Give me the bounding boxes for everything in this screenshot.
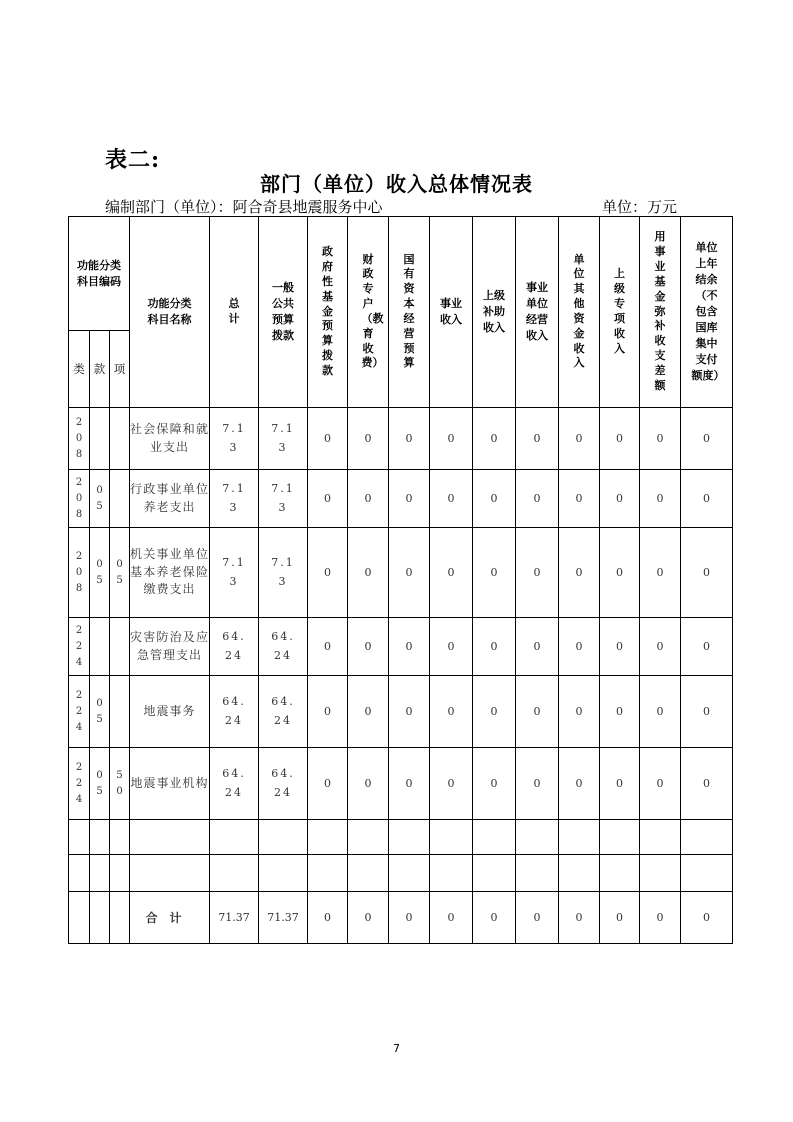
table-row (69, 528, 733, 618)
cell-kuan: 05 (90, 748, 110, 820)
header-operating-income: 事业单位经营收入 (516, 217, 559, 408)
cell-other-income: 0 (559, 470, 600, 528)
cell-carryover: 0 (681, 470, 733, 528)
cell-lei: 208 (69, 470, 90, 528)
cell-state-capital: 0 (389, 676, 430, 748)
total-superior-special: 0 (600, 892, 640, 944)
cell-gov-fund: 0 (308, 470, 348, 528)
cell-operating-income: 0 (516, 470, 559, 528)
total-carryover: 0 (681, 892, 733, 944)
cell-name: 地震事务 (130, 676, 210, 748)
cell-state-capital: 0 (389, 528, 430, 618)
cell-fiscal-special: 0 (348, 470, 389, 528)
total-superior-subsidy: 0 (473, 892, 516, 944)
cell-superior-subsidy: 0 (473, 528, 516, 618)
total-label: 合计 (130, 892, 210, 944)
empty-row (69, 855, 733, 892)
org-line (105, 196, 383, 217)
table-row (69, 408, 733, 470)
page-title: 部门（单位）收入总体情况表 (260, 172, 533, 196)
cell-xiang (110, 618, 130, 676)
total-operating-income: 0 (516, 892, 559, 944)
cell-fiscal-special: 0 (348, 528, 389, 618)
cell-gov-fund: 0 (308, 528, 348, 618)
total-business-income: 0 (430, 892, 473, 944)
cell-fund-makeup: 0 (640, 408, 681, 470)
cell-xiang: 50 (110, 748, 130, 820)
cell-xiang (110, 676, 130, 748)
cell-name: 行政事业单位养老支出 (130, 470, 210, 528)
income-table (68, 216, 733, 944)
header-superior-subsidy: 上级补助收入 (473, 217, 516, 408)
cell-other-income: 0 (559, 618, 600, 676)
total-total: 71.37 (210, 892, 259, 944)
cell-xiang (110, 470, 130, 528)
unit-label: 单位：万元 (602, 198, 678, 216)
total-state-capital: 0 (389, 892, 430, 944)
cell-superior-special: 0 (600, 618, 640, 676)
cell-superior-special: 0 (600, 408, 640, 470)
cell-superior-special: 0 (600, 676, 640, 748)
cell-state-capital: 0 (389, 470, 430, 528)
page-number: 7 (393, 1042, 400, 1055)
cell-superior-subsidy: 0 (473, 748, 516, 820)
cell-superior-subsidy: 0 (473, 618, 516, 676)
cell-kuan: 05 (90, 470, 110, 528)
cell-xiang (110, 408, 130, 470)
total-fund-makeup: 0 (640, 892, 681, 944)
cell-state-capital: 0 (389, 408, 430, 470)
total-row (69, 892, 733, 944)
cell-fiscal-special: 0 (348, 408, 389, 470)
cell-kuan: 05 (90, 528, 110, 618)
cell-general: 7.13 (259, 408, 308, 470)
cell-superior-subsidy: 0 (473, 470, 516, 528)
header-xiang: 项 (110, 331, 130, 408)
cell-general: 64.24 (259, 676, 308, 748)
cell-general: 64.24 (259, 748, 308, 820)
cell-carryover: 0 (681, 528, 733, 618)
cell-carryover: 0 (681, 676, 733, 748)
org-prefix: 编制部门（单位）： (105, 198, 233, 216)
cell-carryover: 0 (681, 408, 733, 470)
cell-total: 64.24 (210, 748, 259, 820)
cell-gov-fund: 0 (308, 748, 348, 820)
total-fiscal-special: 0 (348, 892, 389, 944)
header-superior-special: 上级专项收入 (600, 217, 640, 408)
cell-lei: 224 (69, 748, 90, 820)
cell-name: 社会保障和就业支出 (130, 408, 210, 470)
cell-kuan (90, 618, 110, 676)
cell-total: 7.13 (210, 470, 259, 528)
cell-total: 64.24 (210, 676, 259, 748)
cell-superior-special: 0 (600, 470, 640, 528)
cell-fiscal-special: 0 (348, 618, 389, 676)
cell-total: 7.13 (210, 528, 259, 618)
header-other-income: 单位其他资金收入 (559, 217, 600, 408)
total-other-income: 0 (559, 892, 600, 944)
cell-gov-fund: 0 (308, 618, 348, 676)
header-lei: 类 (69, 331, 90, 408)
table-row (69, 470, 733, 528)
cell-fiscal-special: 0 (348, 748, 389, 820)
cell-fund-makeup: 0 (640, 748, 681, 820)
org-name: 阿合奇县地震服务中心 (232, 198, 383, 216)
cell-fiscal-special: 0 (348, 676, 389, 748)
cell-carryover: 0 (681, 748, 733, 820)
cell-other-income: 0 (559, 676, 600, 748)
cell-operating-income: 0 (516, 618, 559, 676)
cell-lei: 208 (69, 528, 90, 618)
cell-superior-subsidy: 0 (473, 408, 516, 470)
cell-superior-special: 0 (600, 748, 640, 820)
cell-business-income: 0 (430, 528, 473, 618)
cell-business-income: 0 (430, 618, 473, 676)
header-func-code: 功能分类科目编码 (69, 217, 130, 331)
header-fund-makeup: 用事业基金弥补收支差额 (640, 217, 681, 408)
cell-gov-fund: 0 (308, 676, 348, 748)
cell-kuan (90, 408, 110, 470)
cell-state-capital: 0 (389, 618, 430, 676)
total-general: 71.37 (259, 892, 308, 944)
cell-operating-income: 0 (516, 748, 559, 820)
cell-total: 64.24 (210, 618, 259, 676)
cell-superior-subsidy: 0 (473, 676, 516, 748)
table-row (69, 748, 733, 820)
header-kuan: 款 (90, 331, 110, 408)
cell-lei: 208 (69, 408, 90, 470)
table-row (69, 676, 733, 748)
cell-business-income: 0 (430, 408, 473, 470)
cell-kuan: 05 (90, 676, 110, 748)
header-business-income: 事业收入 (430, 217, 473, 408)
empty-row (69, 820, 733, 855)
cell-total: 7.13 (210, 408, 259, 470)
cell-lei: 224 (69, 618, 90, 676)
cell-superior-special: 0 (600, 528, 640, 618)
cell-fund-makeup: 0 (640, 618, 681, 676)
cell-other-income: 0 (559, 528, 600, 618)
cell-general: 64.24 (259, 618, 308, 676)
table-row (69, 618, 733, 676)
header-total: 总计 (210, 217, 259, 408)
header-gov-fund: 政府性基金预算拨款 (308, 217, 348, 408)
cell-carryover: 0 (681, 618, 733, 676)
cell-xiang: 05 (110, 528, 130, 618)
cell-general: 7.13 (259, 528, 308, 618)
cell-name: 机关事业单位基本养老保险缴费支出 (130, 528, 210, 618)
cell-name: 灾害防治及应急管理支出 (130, 618, 210, 676)
cell-name: 地震事业机构 (130, 748, 210, 820)
cell-business-income: 0 (430, 676, 473, 748)
cell-fund-makeup: 0 (640, 470, 681, 528)
cell-gov-fund: 0 (308, 408, 348, 470)
cell-business-income: 0 (430, 470, 473, 528)
table-label: 表二: (105, 147, 161, 173)
cell-operating-income: 0 (516, 528, 559, 618)
cell-business-income: 0 (430, 748, 473, 820)
cell-other-income: 0 (559, 748, 600, 820)
header-func-name: 功能分类科目名称 (130, 217, 210, 408)
cell-fund-makeup: 0 (640, 528, 681, 618)
cell-general: 7.13 (259, 470, 308, 528)
cell-fund-makeup: 0 (640, 676, 681, 748)
header-state-capital: 国有资本经营预算 (389, 217, 430, 408)
cell-operating-income: 0 (516, 676, 559, 748)
header-fiscal-special: 财政专户（教育收费） (348, 217, 389, 408)
total-gov-fund: 0 (308, 892, 348, 944)
cell-lei: 224 (69, 676, 90, 748)
cell-other-income: 0 (559, 408, 600, 470)
cell-state-capital: 0 (389, 748, 430, 820)
header-carryover: 单位上年结余（不包含国库集中支付额度） (681, 217, 733, 408)
cell-operating-income: 0 (516, 408, 559, 470)
header-general-budget: 一般公共预算拨款 (259, 217, 308, 408)
